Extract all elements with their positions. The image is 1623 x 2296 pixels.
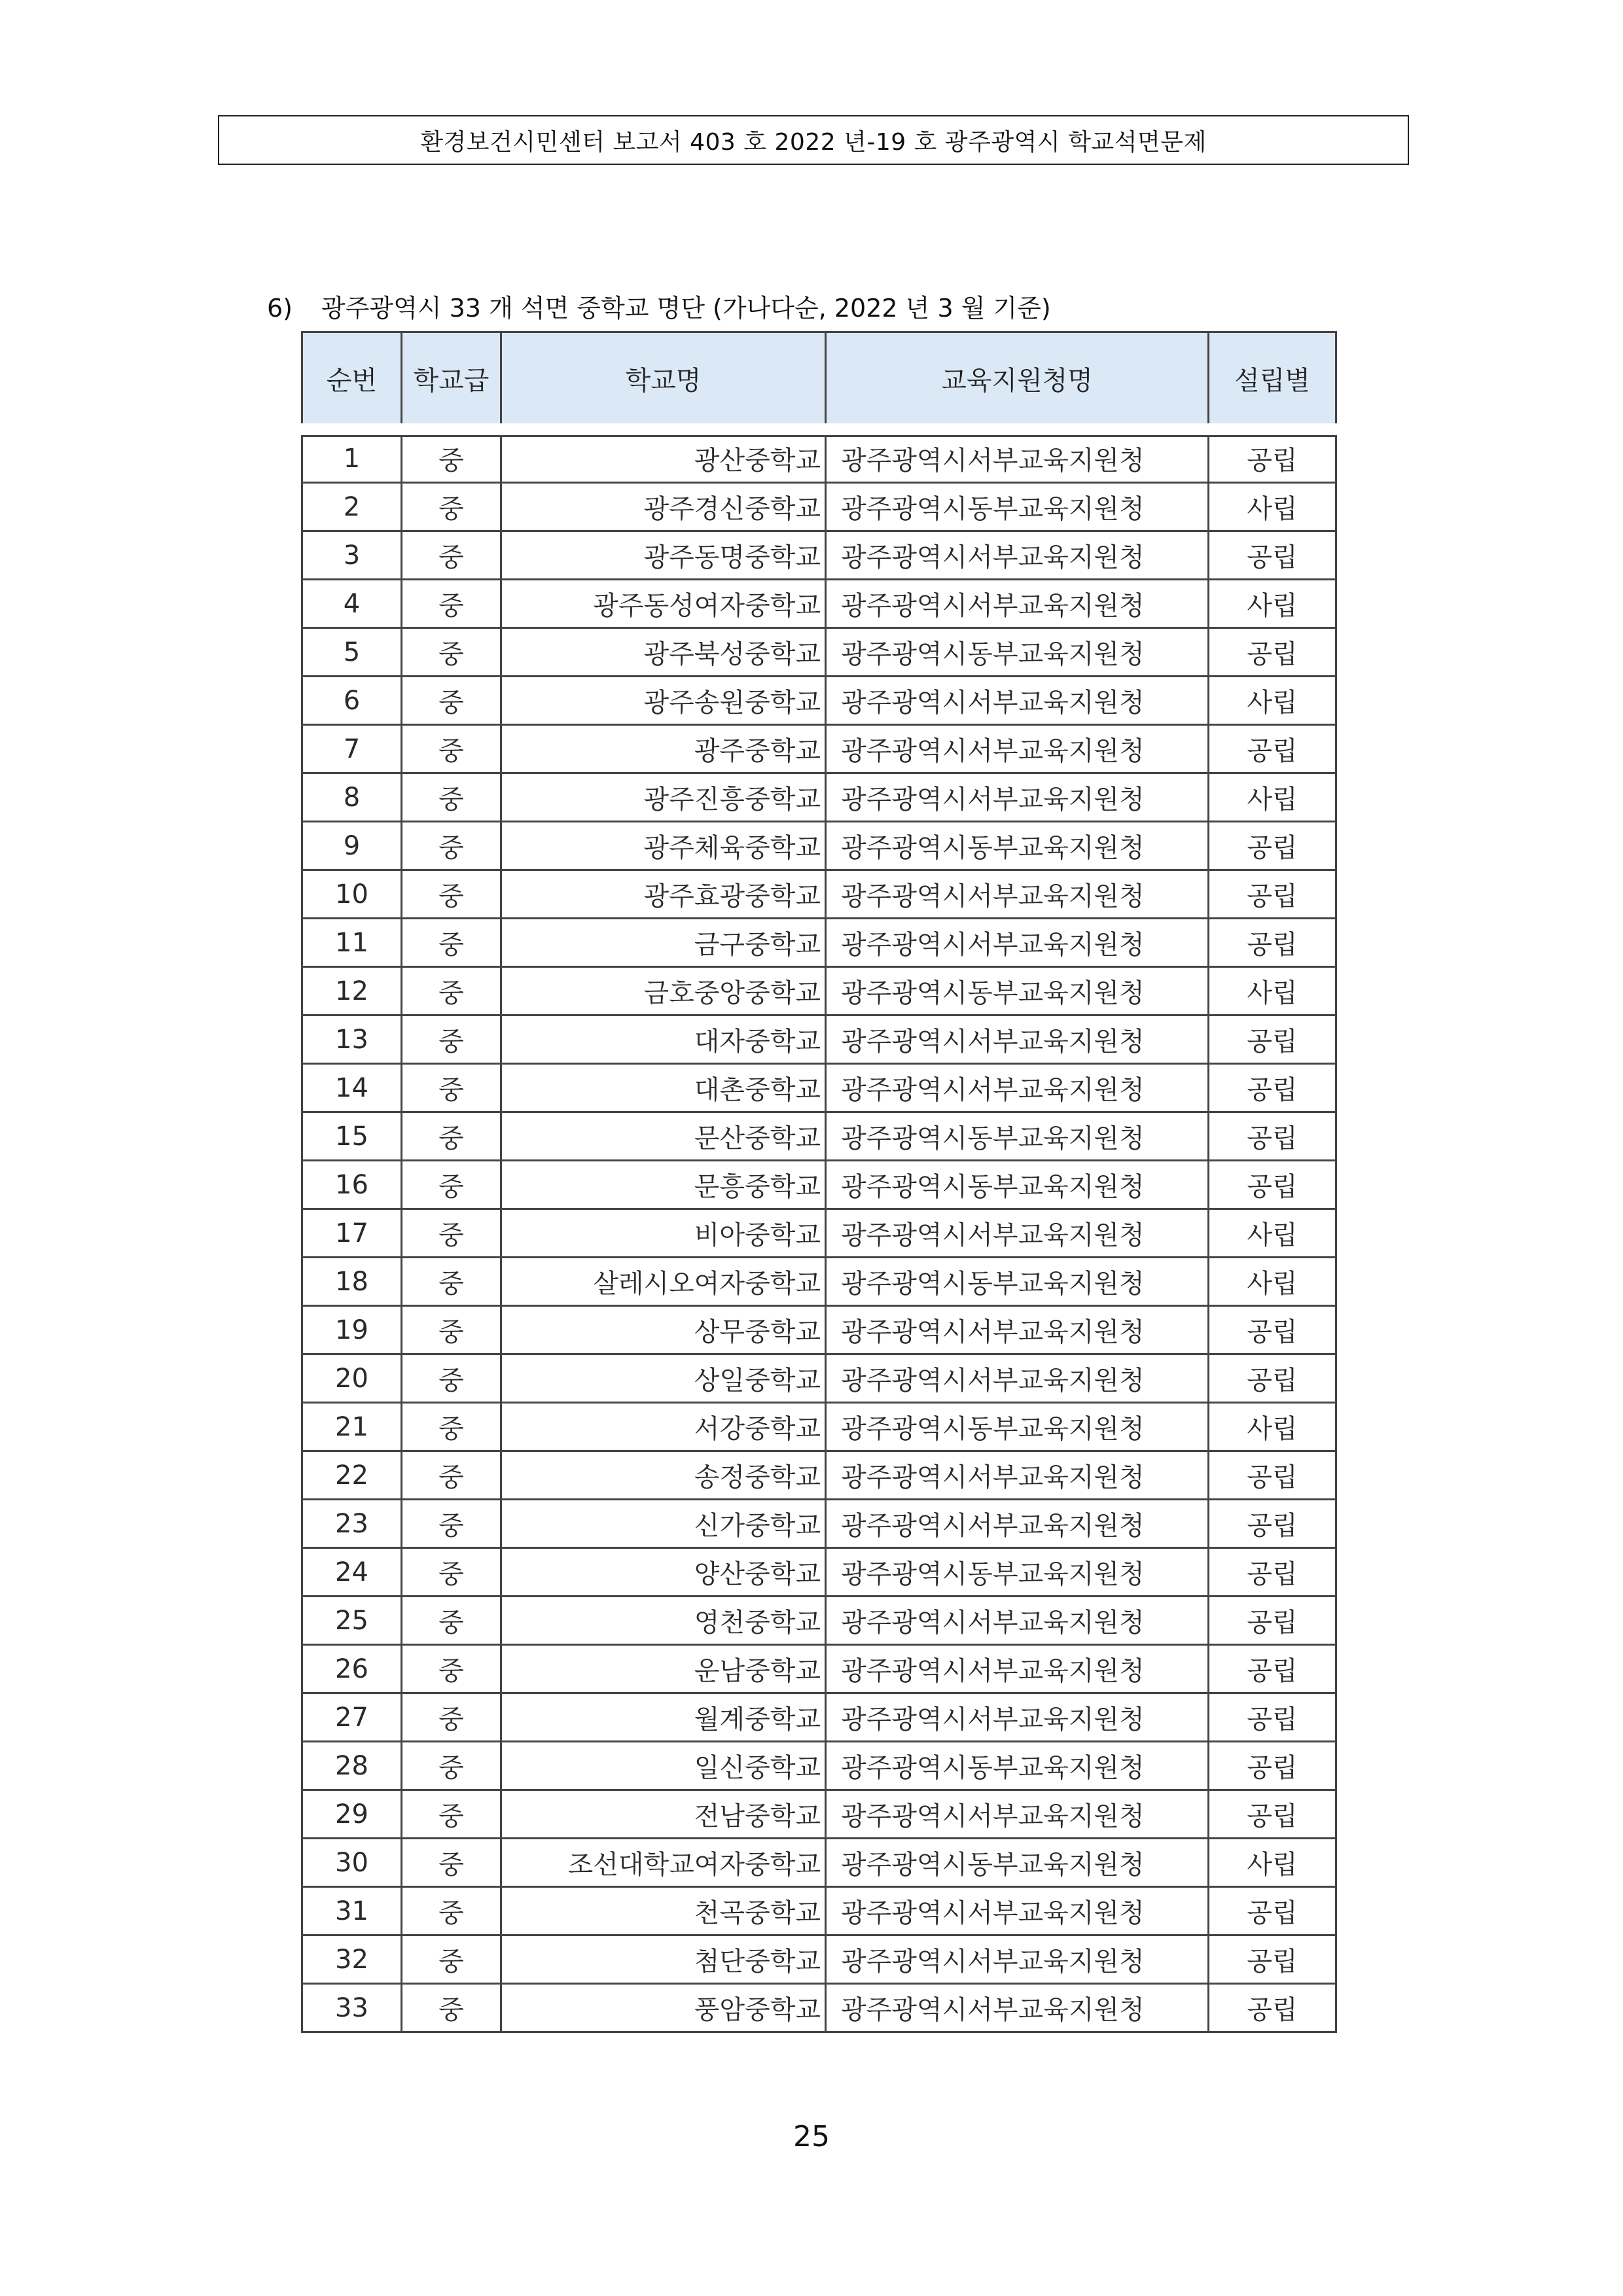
cell-number: 3 xyxy=(302,531,402,580)
cell-education-office: 광주광역시서부교육지원청 xyxy=(826,1887,1209,1935)
table-row xyxy=(302,1839,1336,1887)
cell-number: 9 xyxy=(302,822,402,870)
cell-level: 중 xyxy=(402,1209,501,1258)
cell-school-name: 문산중학교 xyxy=(501,1112,826,1161)
cell-school-name: 운남중학교 xyxy=(501,1645,826,1693)
cell-level: 중 xyxy=(402,531,501,580)
cell-education-office: 광주광역시서부교육지원청 xyxy=(826,1790,1209,1839)
cell-school-name: 광주중학교 xyxy=(501,725,826,773)
cell-level: 중 xyxy=(402,580,501,628)
cell-establishment-type: 공립 xyxy=(1209,1645,1336,1693)
table-row xyxy=(302,773,1336,822)
cell-number: 10 xyxy=(302,870,402,919)
cell-education-office: 광주광역시서부교육지원청 xyxy=(826,870,1209,919)
cell-number: 11 xyxy=(302,919,402,967)
cell-number: 31 xyxy=(302,1887,402,1935)
cell-school-name: 살레시오여자중학교 xyxy=(501,1258,826,1306)
table-row xyxy=(302,1403,1336,1451)
cell-level: 중 xyxy=(402,1403,501,1451)
cell-establishment-type: 공립 xyxy=(1209,1742,1336,1790)
table-row xyxy=(302,1451,1336,1500)
cell-school-name: 광주경신중학교 xyxy=(501,483,826,531)
report-header xyxy=(218,115,1409,165)
cell-school-name: 서강중학교 xyxy=(501,1403,826,1451)
cell-school-name: 전남중학교 xyxy=(501,1790,826,1839)
cell-establishment-type: 공립 xyxy=(1209,919,1336,967)
cell-school-name: 양산중학교 xyxy=(501,1548,826,1597)
cell-school-name: 풍암중학교 xyxy=(501,1984,826,2032)
cell-establishment-type: 공립 xyxy=(1209,1790,1336,1839)
cell-school-name: 일신중학교 xyxy=(501,1742,826,1790)
table-row xyxy=(302,1984,1336,2032)
section-heading xyxy=(267,288,1051,324)
cell-level: 중 xyxy=(402,1645,501,1693)
cell-establishment-type: 사립 xyxy=(1209,967,1336,1016)
table-row xyxy=(302,429,1336,483)
table-row xyxy=(302,725,1336,773)
table-header-row xyxy=(302,332,1336,430)
table-row xyxy=(302,483,1336,531)
cell-school-name: 상일중학교 xyxy=(501,1354,826,1403)
cell-number: 27 xyxy=(302,1693,402,1742)
cell-level: 중 xyxy=(402,1500,501,1548)
cell-level: 중 xyxy=(402,1839,501,1887)
cell-school-name: 광주송원중학교 xyxy=(501,677,826,725)
cell-school-name: 첨단중학교 xyxy=(501,1935,826,1984)
cell-level: 중 xyxy=(402,1984,501,2032)
cell-establishment-type: 공립 xyxy=(1209,1935,1336,1984)
cell-level: 중 xyxy=(402,1112,501,1161)
cell-education-office: 광주광역시동부교육지원청 xyxy=(826,1548,1209,1597)
cell-school-name: 천곡중학교 xyxy=(501,1887,826,1935)
cell-school-name: 조선대학교여자중학교 xyxy=(501,1839,826,1887)
cell-level: 중 xyxy=(402,1258,501,1306)
cell-number: 7 xyxy=(302,725,402,773)
cell-establishment-type: 사립 xyxy=(1209,773,1336,822)
cell-number: 28 xyxy=(302,1742,402,1790)
cell-school-name: 신가중학교 xyxy=(501,1500,826,1548)
section-title-text: 광주광역시 33 개 석면 중학교 명단 (가나다순, 2022 년 3 월 기준) xyxy=(321,294,1051,323)
cell-level: 중 xyxy=(402,773,501,822)
cell-education-office: 광주광역시서부교육지원청 xyxy=(826,1984,1209,2032)
cell-establishment-type: 공립 xyxy=(1209,1016,1336,1064)
cell-establishment-type: 사립 xyxy=(1209,677,1336,725)
table-row xyxy=(302,1935,1336,1984)
cell-education-office: 광주광역시동부교육지원청 xyxy=(826,483,1209,531)
cell-establishment-type: 사립 xyxy=(1209,1209,1336,1258)
cell-establishment-type: 사립 xyxy=(1209,1258,1336,1306)
table-row xyxy=(302,1645,1336,1693)
cell-number: 24 xyxy=(302,1548,402,1597)
cell-school-name: 금호중앙중학교 xyxy=(501,967,826,1016)
table-row xyxy=(302,1790,1336,1839)
cell-number: 18 xyxy=(302,1258,402,1306)
cell-school-name: 광주체육중학교 xyxy=(501,822,826,870)
cell-level: 중 xyxy=(402,483,501,531)
cell-establishment-type: 공립 xyxy=(1209,1887,1336,1935)
cell-school-name: 광주북성중학교 xyxy=(501,628,826,677)
cell-level: 중 xyxy=(402,1451,501,1500)
column-header-school-name: 학교명 xyxy=(501,332,826,430)
table-row xyxy=(302,1693,1336,1742)
table-row xyxy=(302,870,1336,919)
cell-number: 4 xyxy=(302,580,402,628)
cell-establishment-type: 공립 xyxy=(1209,822,1336,870)
cell-number: 6 xyxy=(302,677,402,725)
cell-level: 중 xyxy=(402,919,501,967)
cell-education-office: 광주광역시서부교육지원청 xyxy=(826,1209,1209,1258)
report-header-title: 환경보건시민센터 보고서 403 호 2022 년-19 호 광주광역시 학교석면문제 xyxy=(420,128,1207,156)
column-header-level: 학교급 xyxy=(402,332,501,430)
table-row xyxy=(302,1597,1336,1645)
cell-establishment-type: 공립 xyxy=(1209,1112,1336,1161)
cell-level: 중 xyxy=(402,1016,501,1064)
cell-education-office: 광주광역시서부교육지원청 xyxy=(826,1645,1209,1693)
cell-establishment-type: 공립 xyxy=(1209,725,1336,773)
table-body xyxy=(302,429,1336,2032)
cell-education-office: 광주광역시서부교육지원청 xyxy=(826,1354,1209,1403)
cell-education-office: 광주광역시서부교육지원청 xyxy=(826,580,1209,628)
cell-number: 21 xyxy=(302,1403,402,1451)
cell-education-office: 광주광역시서부교육지원청 xyxy=(826,677,1209,725)
cell-establishment-type: 공립 xyxy=(1209,1064,1336,1112)
cell-level: 중 xyxy=(402,725,501,773)
cell-number: 32 xyxy=(302,1935,402,1984)
cell-education-office: 광주광역시서부교육지원청 xyxy=(826,1451,1209,1500)
cell-level: 중 xyxy=(402,1790,501,1839)
cell-education-office: 광주광역시서부교육지원청 xyxy=(826,531,1209,580)
cell-level: 중 xyxy=(402,1597,501,1645)
cell-level: 중 xyxy=(402,677,501,725)
cell-number: 20 xyxy=(302,1354,402,1403)
cell-number: 19 xyxy=(302,1306,402,1354)
cell-level: 중 xyxy=(402,1742,501,1790)
cell-education-office: 광주광역시서부교육지원청 xyxy=(826,1597,1209,1645)
cell-establishment-type: 공립 xyxy=(1209,1548,1336,1597)
cell-education-office: 광주광역시서부교육지원청 xyxy=(826,1016,1209,1064)
table-row xyxy=(302,531,1336,580)
cell-establishment-type: 공립 xyxy=(1209,1693,1336,1742)
table-row xyxy=(302,919,1336,967)
cell-number: 30 xyxy=(302,1839,402,1887)
cell-establishment-type: 공립 xyxy=(1209,429,1336,483)
cell-level: 중 xyxy=(402,1548,501,1597)
cell-establishment-type: 사립 xyxy=(1209,1839,1336,1887)
cell-establishment-type: 공립 xyxy=(1209,628,1336,677)
cell-number: 15 xyxy=(302,1112,402,1161)
cell-establishment-type: 공립 xyxy=(1209,1451,1336,1500)
cell-number: 16 xyxy=(302,1161,402,1209)
cell-education-office: 광주광역시서부교육지원청 xyxy=(826,1064,1209,1112)
cell-number: 13 xyxy=(302,1016,402,1064)
cell-education-office: 광주광역시동부교육지원청 xyxy=(826,1403,1209,1451)
table-row xyxy=(302,822,1336,870)
table-row xyxy=(302,1258,1336,1306)
cell-education-office: 광주광역시서부교육지원청 xyxy=(826,1693,1209,1742)
cell-school-name: 광주효광중학교 xyxy=(501,870,826,919)
cell-education-office: 광주광역시동부교육지원청 xyxy=(826,1839,1209,1887)
cell-establishment-type: 공립 xyxy=(1209,870,1336,919)
table-row xyxy=(302,1742,1336,1790)
cell-establishment-type: 사립 xyxy=(1209,483,1336,531)
cell-school-name: 송정중학교 xyxy=(501,1451,826,1500)
cell-level: 중 xyxy=(402,822,501,870)
table-row xyxy=(302,1016,1336,1064)
table-row xyxy=(302,1161,1336,1209)
cell-education-office: 광주광역시동부교육지원청 xyxy=(826,822,1209,870)
cell-establishment-type: 사립 xyxy=(1209,1403,1336,1451)
cell-establishment-type: 공립 xyxy=(1209,1500,1336,1548)
cell-number: 14 xyxy=(302,1064,402,1112)
cell-level: 중 xyxy=(402,1887,501,1935)
cell-level: 중 xyxy=(402,1935,501,1984)
cell-education-office: 광주광역시동부교육지원청 xyxy=(826,1161,1209,1209)
table-row xyxy=(302,628,1336,677)
cell-establishment-type: 공립 xyxy=(1209,531,1336,580)
cell-school-name: 비아중학교 xyxy=(501,1209,826,1258)
table-row xyxy=(302,1354,1336,1403)
cell-education-office: 광주광역시서부교육지원청 xyxy=(826,1935,1209,1984)
cell-education-office: 광주광역시동부교육지원청 xyxy=(826,967,1209,1016)
column-header-number: 순번 xyxy=(302,332,402,430)
cell-school-name: 광주동성여자중학교 xyxy=(501,580,826,628)
table-row xyxy=(302,967,1336,1016)
cell-establishment-type: 공립 xyxy=(1209,1161,1336,1209)
page-number: 25 xyxy=(793,2120,830,2153)
cell-education-office: 광주광역시서부교육지원청 xyxy=(826,429,1209,483)
cell-school-name: 광산중학교 xyxy=(501,429,826,483)
cell-school-name: 대촌중학교 xyxy=(501,1064,826,1112)
table-row xyxy=(302,1064,1336,1112)
column-header-establishment-type: 설립별 xyxy=(1209,332,1336,430)
cell-school-name: 문흥중학교 xyxy=(501,1161,826,1209)
cell-number: 26 xyxy=(302,1645,402,1693)
table-row xyxy=(302,1548,1336,1597)
table-row xyxy=(302,1209,1336,1258)
cell-establishment-type: 공립 xyxy=(1209,1597,1336,1645)
table-row xyxy=(302,1112,1336,1161)
cell-level: 중 xyxy=(402,1306,501,1354)
cell-education-office: 광주광역시서부교육지원청 xyxy=(826,725,1209,773)
cell-school-name: 대자중학교 xyxy=(501,1016,826,1064)
cell-establishment-type: 공립 xyxy=(1209,1306,1336,1354)
cell-education-office: 광주광역시동부교육지원청 xyxy=(826,1258,1209,1306)
table-row xyxy=(302,1887,1336,1935)
cell-establishment-type: 공립 xyxy=(1209,1984,1336,2032)
cell-school-name: 영천중학교 xyxy=(501,1597,826,1645)
cell-education-office: 광주광역시동부교육지원청 xyxy=(826,628,1209,677)
table-header xyxy=(302,332,1336,430)
cell-school-name: 광주진흥중학교 xyxy=(501,773,826,822)
table-row xyxy=(302,1500,1336,1548)
cell-number: 2 xyxy=(302,483,402,531)
school-list-table xyxy=(301,331,1337,2033)
cell-education-office: 광주광역시동부교육지원청 xyxy=(826,1112,1209,1161)
cell-level: 중 xyxy=(402,1161,501,1209)
cell-education-office: 광주광역시서부교육지원청 xyxy=(826,1306,1209,1354)
table-row xyxy=(302,580,1336,628)
cell-number: 5 xyxy=(302,628,402,677)
cell-number: 22 xyxy=(302,1451,402,1500)
cell-number: 17 xyxy=(302,1209,402,1258)
cell-establishment-type: 사립 xyxy=(1209,580,1336,628)
column-header-education-office: 교육지원청명 xyxy=(826,332,1209,430)
cell-education-office: 광주광역시서부교육지원청 xyxy=(826,919,1209,967)
cell-level: 중 xyxy=(402,1064,501,1112)
cell-school-name: 광주동명중학교 xyxy=(501,531,826,580)
cell-number: 12 xyxy=(302,967,402,1016)
cell-education-office: 광주광역시서부교육지원청 xyxy=(826,773,1209,822)
cell-level: 중 xyxy=(402,1354,501,1403)
cell-school-name: 월계중학교 xyxy=(501,1693,826,1742)
cell-number: 23 xyxy=(302,1500,402,1548)
cell-school-name: 상무중학교 xyxy=(501,1306,826,1354)
cell-number: 25 xyxy=(302,1597,402,1645)
table-row xyxy=(302,1306,1336,1354)
cell-establishment-type: 공립 xyxy=(1209,1354,1336,1403)
cell-level: 중 xyxy=(402,628,501,677)
cell-number: 29 xyxy=(302,1790,402,1839)
cell-level: 중 xyxy=(402,967,501,1016)
cell-number: 8 xyxy=(302,773,402,822)
cell-number: 33 xyxy=(302,1984,402,2032)
cell-level: 중 xyxy=(402,429,501,483)
cell-level: 중 xyxy=(402,870,501,919)
cell-number: 1 xyxy=(302,429,402,483)
section-number: 6) xyxy=(267,294,293,323)
cell-school-name: 금구중학교 xyxy=(501,919,826,967)
table-row xyxy=(302,677,1336,725)
cell-education-office: 광주광역시동부교육지원청 xyxy=(826,1742,1209,1790)
cell-education-office: 광주광역시서부교육지원청 xyxy=(826,1500,1209,1548)
cell-level: 중 xyxy=(402,1693,501,1742)
